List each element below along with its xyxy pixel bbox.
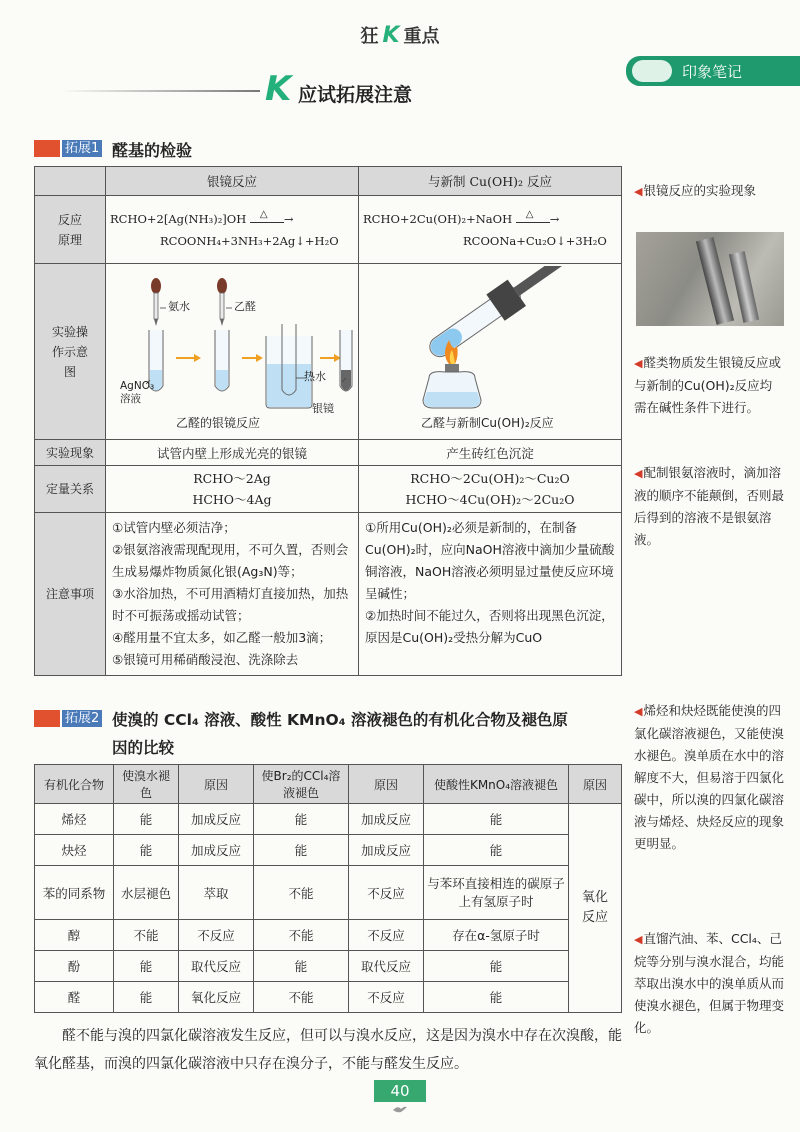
explanation-paragraph: 醛不能与溴的四氯化碳溶液发生反应，但可以与溴水反应，这是因为溴水中存在次溴酸，能氧化醛基，而溴的四氯化碳溶液中只存在溴分子，不能与醛发生反应。: [34, 1028, 622, 1072]
cell: 不反应: [179, 920, 254, 951]
cell: 加成反应: [349, 804, 424, 835]
h-compound: 有机化合物: [35, 765, 114, 804]
table-row: [35, 982, 622, 1013]
oxidation-reason: 氧化反应: [581, 890, 608, 925]
side-note-4: [634, 700, 784, 855]
bird-icon: [392, 1104, 408, 1114]
decolorization-table: [34, 764, 622, 1013]
eq-silver-line1: RCHO+2[Ag(NH₃)₂]OH: [110, 211, 247, 226]
page-number: 40: [374, 1080, 426, 1102]
cell: 取代反应: [349, 951, 424, 982]
cell: 能: [424, 804, 569, 835]
brand-k-logo: K: [382, 23, 400, 48]
eq-cu-line2: RCOONa+Cu₂O↓+3H₂O: [463, 233, 607, 248]
note-cu-2: ②加热时间不能过久，否则将出现黑色沉淀，原因是Cu(OH)₂受热分解为CuO: [365, 608, 614, 645]
h-kmno4: 使酸性KMnO₄溶液褪色: [424, 765, 569, 804]
ext1-title: 醛基的检验: [112, 141, 193, 160]
brand-right: 重点: [403, 26, 440, 47]
side-note-3: [634, 462, 784, 551]
notes-silver: [106, 513, 359, 676]
heading-rule: [60, 90, 260, 92]
note-silver-2: ②银氨溶液需现配现用，不可久置，否则会生成易爆炸物质氮化银(Ag₃N)等；: [112, 542, 349, 579]
cell: 能: [424, 982, 569, 1013]
cu-hydroxide-diagram: [359, 266, 621, 438]
table-row: [35, 951, 622, 982]
eq-silver: RCHO+2[Ag(NH₃)₂]OH △ → RCOONH₄+3NH₃+2Ag↓+H₂O: [106, 196, 359, 264]
side-note-1: [634, 180, 784, 203]
h-reason-3: 原因: [569, 765, 622, 804]
ext1-tag: 拓展1: [62, 140, 102, 157]
note-cu-1: ①所用Cu(OH)₂必须是新制的，在制备Cu(OH)₂时，应向NaOH溶液中滴加少量硫酸铜溶液，NaOH溶液必须明显过量使反应环境呈碱性；: [365, 520, 615, 601]
cell: 不能: [254, 866, 349, 920]
burner-neck: [445, 364, 459, 372]
row-diagram: [35, 264, 106, 440]
row-quant: 定量关系: [35, 466, 106, 513]
note-silver-4: ④醛用量不宜太多，如乙醛一般加3滴；: [112, 630, 332, 645]
holder-handle: [513, 266, 576, 296]
h-reason-1: 原因: [179, 765, 254, 804]
phen-cu: 产生砖红色沉淀: [359, 440, 622, 466]
caption-silver: 乙醛的银镜反应: [176, 416, 261, 430]
cell: 能: [424, 951, 569, 982]
cell: 不反应: [349, 982, 424, 1013]
eq-silver-line2: RCOONH₄+3NH₃+2Ag↓+H₂O: [160, 233, 339, 248]
side-note-5: [634, 928, 784, 1039]
heat-arrow-label: △: [259, 208, 268, 220]
label-acetaldehyde: 乙醛: [234, 300, 256, 313]
h-br2-ccl4: 使Br₂的CCl₄溶液褪色: [254, 765, 349, 804]
cell: 炔烃: [35, 835, 114, 866]
cell: 烯烃: [35, 804, 114, 835]
eq-cu: RCHO+2Cu(OH)₂+NaOH △ → RCOONa+Cu₂O↓+3H₂O: [359, 196, 622, 264]
cell: 能: [254, 835, 349, 866]
row-phenomenon: 实验现象: [35, 440, 106, 466]
cell: 氧化反应: [179, 982, 254, 1013]
tag-marker-2: [34, 710, 60, 727]
dropper-tube-1: [154, 293, 158, 319]
table-row: [35, 835, 622, 866]
side-note-1-text: 银镜反应的实验现象: [643, 183, 756, 198]
caption-cu: 乙醛与新制Cu(OH)₂反应: [421, 416, 554, 430]
cell: 加成反应: [349, 835, 424, 866]
note-silver-1: ①试管内壁必须洁净；: [112, 520, 236, 535]
row-principle-label: 反应原理: [57, 212, 82, 247]
quant-silver: [106, 466, 359, 513]
triangle-marker-icon: ◀: [634, 933, 643, 946]
cell: 醛: [35, 982, 114, 1013]
cell: 能: [114, 835, 179, 866]
dropper-bulb-2: [217, 278, 227, 294]
cell: 不能: [254, 920, 349, 951]
cell: 能: [114, 982, 179, 1013]
cell: 能: [424, 835, 569, 866]
notes-cu: [359, 513, 622, 676]
cell: 醇: [35, 920, 114, 951]
label-ammonia: 氨水: [168, 300, 190, 313]
cell: 存在α-氢原子时: [424, 920, 569, 951]
cell: 与苯环直接相连的碳原子上有氢原子时: [424, 866, 569, 920]
quant-cu: [359, 466, 622, 513]
merged-reason-cell: [569, 804, 622, 1013]
col-cu: 与新制 Cu(OH)₂ 反应: [359, 167, 622, 196]
triangle-marker-icon: ◀: [634, 705, 643, 718]
phen-silver: 试管内壁上形成光亮的银镜: [106, 440, 359, 466]
eq-cu-line1: RCHO+2Cu(OH)₂+NaOH: [363, 211, 513, 226]
dropper-bulb-1: [151, 278, 161, 294]
side-note-2-text: 醛类物质发生银镜反应或与新制的Cu(OH)₂反应均需在碱性条件下进行。: [634, 355, 781, 415]
cell: 加成反应: [179, 835, 254, 866]
row-diagram-label: 实验操作示意图: [51, 324, 88, 379]
cell: 水层褪色: [114, 866, 179, 920]
triangle-marker-icon: ◀: [634, 357, 643, 370]
h-bromine-water: 使溴水褪色: [114, 765, 179, 804]
col-silver: 银镜反应: [106, 167, 359, 196]
table-row: [35, 804, 622, 835]
side-note-2: [634, 352, 784, 419]
cell: 酚: [35, 951, 114, 982]
triangle-marker-icon: ◀: [634, 467, 643, 480]
label-hot-water: 热水: [304, 370, 326, 383]
cell: 加成反应: [179, 804, 254, 835]
ext2-title-2: 因的比较: [112, 739, 175, 757]
h-reason-2: 原因: [349, 765, 424, 804]
cell: 苯的同系物: [35, 866, 114, 920]
silver-mirror-photo: [636, 232, 784, 326]
quant-silver-2: HCHO～4Ag: [192, 492, 272, 507]
photo-test-tube: [696, 237, 734, 325]
aldehyde-test-table: [34, 166, 622, 676]
notes-tab-label: 印象笔记: [682, 63, 743, 81]
photo-test-tube-2: [729, 251, 759, 323]
label-agno3: AgNO₃溶液: [120, 380, 155, 405]
cell: 萃取: [179, 866, 254, 920]
side-note-3-text: 配制银氨溶液时，滴加溶液的顺序不能颠倒，否则最后得到的溶液不是银氨溶液。: [634, 465, 785, 547]
table-row: [35, 866, 622, 920]
corner-cell: [35, 167, 106, 196]
cell: 不能: [254, 982, 349, 1013]
cell: 不反应: [349, 920, 424, 951]
side-note-4-text: 烯烃和炔烃既能使溴的四氯化碳溶液褪色，又能使溴水褪色。溴单质在水中的溶解度不大，但易溶于四氯化碳中，所以溴的四氯化碳溶液与烯烃、炔烃反应的现象更明显。: [634, 703, 785, 851]
section-heading: [60, 69, 540, 109]
notes-tab: [626, 56, 800, 86]
quant-silver-1: RCHO～2Ag: [193, 471, 271, 486]
ext2-tag: 拓展2: [62, 710, 102, 727]
cell: 能: [114, 951, 179, 982]
ext2-title-1: 使溴的 CCl₄ 溶液、酸性 KMnO₄ 溶液褪色的有机化合物及褪色原: [112, 711, 568, 729]
silver-diagram-cell: [106, 264, 359, 440]
cell: 能: [114, 804, 179, 835]
section-k-logo: K: [265, 69, 292, 109]
note-silver-5: ⑤银镜可用稀硝酸浸泡、洗涤除去: [112, 652, 299, 667]
row-principle: [35, 196, 106, 264]
tag-marker: [34, 140, 60, 157]
heat-arrow-label-2: △: [525, 208, 534, 220]
dropper-tube-2: [220, 293, 224, 319]
brand-left: 狂: [360, 26, 379, 47]
elephant-icon: [632, 60, 672, 82]
quant-cu-2: HCHO～4Cu(OH)₂～2Cu₂O: [405, 492, 575, 507]
cell: 取代反应: [179, 951, 254, 982]
cell: 能: [254, 951, 349, 982]
section-title: 应试拓展注意: [298, 84, 413, 106]
label-mirror: 银镜: [312, 402, 334, 415]
cell: 不能: [114, 920, 179, 951]
cell: 能: [254, 804, 349, 835]
table-row: [35, 920, 622, 951]
running-header: [0, 22, 800, 48]
cu-diagram-cell: [359, 264, 622, 440]
note-silver-3: ③水浴加热，不可用酒精灯直接加热，加热时不可振荡或摇动试管；: [112, 586, 349, 623]
triangle-marker-icon: ◀: [634, 185, 643, 198]
cell: 不反应: [349, 866, 424, 920]
side-note-5-text: 直馏汽油、苯、CCl₄、己烷等分别与溴水混合，均能萃取出溴水中的溴单质从而使溴水褪色，但属于物理变化。: [634, 931, 785, 1035]
quant-cu-1: RCHO～2Cu(OH)₂～Cu₂O: [410, 471, 570, 486]
row-notes: 注意事项: [35, 513, 106, 676]
silver-mirror-deposit: [341, 370, 351, 391]
